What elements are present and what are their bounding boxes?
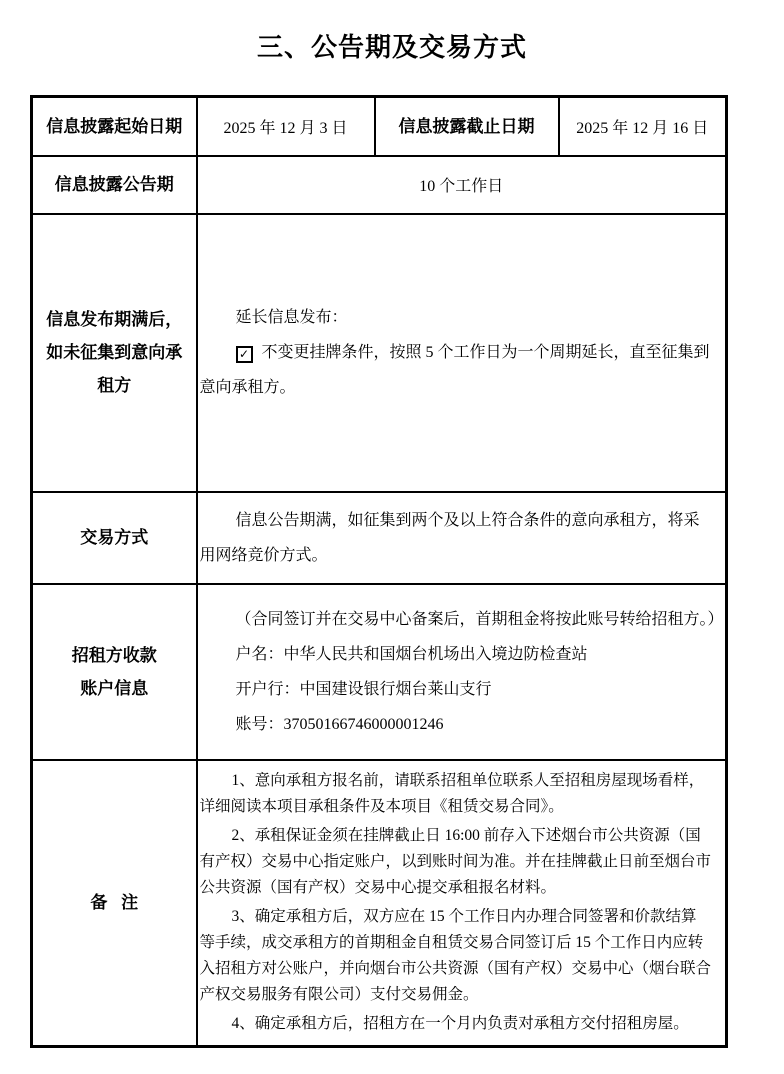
remarks-paragraph-3: 3、确定承租方后，双方应在 15 个工作日内办理合同签署和价款结算等手续，成交承租方的首期租金自租赁交易合同签订后 15 个工作日内应转入招租方对公账户，并向烟台市公共资源（国有产权）交易中心（烟台联合产权交易服务有限公司）支付交易佣金。: [199, 908, 712, 1004]
trade-method-content: [197, 492, 727, 584]
extension-option: [200, 335, 712, 405]
extension-option-text: 不变更挂牌条件，按照 5 个工作日为一个周期延长，直至征集到意向承租方。: [199, 344, 710, 396]
account-holder: 户名：中华人民共和国烟台机场出入境边防检查站: [235, 645, 588, 663]
account-label: [32, 584, 197, 760]
period-value: 10 个工作日: [197, 156, 727, 214]
period-label: 信息披露公告期: [32, 156, 197, 214]
account-bank: 开户行：中国建设银行烟台莱山支行: [235, 680, 492, 698]
account-label-line-1: 招租方收款: [71, 645, 157, 665]
table-row: [32, 584, 727, 760]
table-row: [32, 97, 727, 156]
disclosure-start-label: 信息披露起始日期: [32, 97, 197, 156]
extension-intro: 延长信息发布：: [235, 309, 348, 326]
trade-method-label: 交易方式: [32, 492, 197, 584]
extension-label: [32, 214, 197, 492]
disclosure-end-label: 信息披露截止日期: [375, 97, 559, 156]
checkbox-checked-icon: ✓: [236, 346, 253, 363]
account-note: （合同签订并在交易中心备案后，首期租金将按此账号转给招租方。）: [235, 610, 724, 628]
table-row: [32, 214, 727, 492]
remarks-paragraph-2: 2、承租保证金须在挂牌截止日 16:00 前存入下述烟台市公共资源（国有产权）交易中心指定账户，以到账时间为准。并在挂牌截止日前至烟台市公共资源（国有产权）交易中心提交承租报名材料。: [199, 827, 712, 897]
trade-method-text: 信息公告期满，如征集到两个及以上符合条件的意向承租方，将采用网络竞价方式。: [199, 511, 700, 564]
table-row: [32, 156, 727, 214]
disclosure-start-date: 2025 年 12 月 3 日: [197, 97, 375, 156]
extension-label-line-1: 信息发布期满后，: [46, 310, 183, 329]
page-title: 三、公告期及交易方式: [256, 32, 527, 62]
table-row: [32, 760, 727, 1047]
account-number: 账号：37050166746000001246: [235, 715, 444, 733]
announcement-table: [30, 95, 728, 1048]
remarks-label: 备 注: [32, 760, 197, 1047]
extension-label-line-2: 如未征集到意向承: [46, 343, 183, 362]
disclosure-end-date: 2025 年 12 月 16 日: [559, 97, 727, 156]
table-row: [32, 492, 727, 584]
extension-content: [197, 214, 727, 492]
remarks-paragraph-1: 1、意向承租方报名前，请联系招租单位联系人至招租房屋现场看样，详细阅读本项目承租条件及本项目《租赁交易合同》。: [199, 772, 705, 816]
account-content: [197, 584, 727, 760]
account-label-line-2: 账户信息: [80, 678, 149, 698]
remarks-paragraph-4: 4、确定承租方后，招租方在一个月内负责对承租方交付招租房屋。: [231, 1015, 689, 1033]
remarks-content: [197, 760, 727, 1047]
extension-label-line-3: 租方: [97, 376, 132, 395]
